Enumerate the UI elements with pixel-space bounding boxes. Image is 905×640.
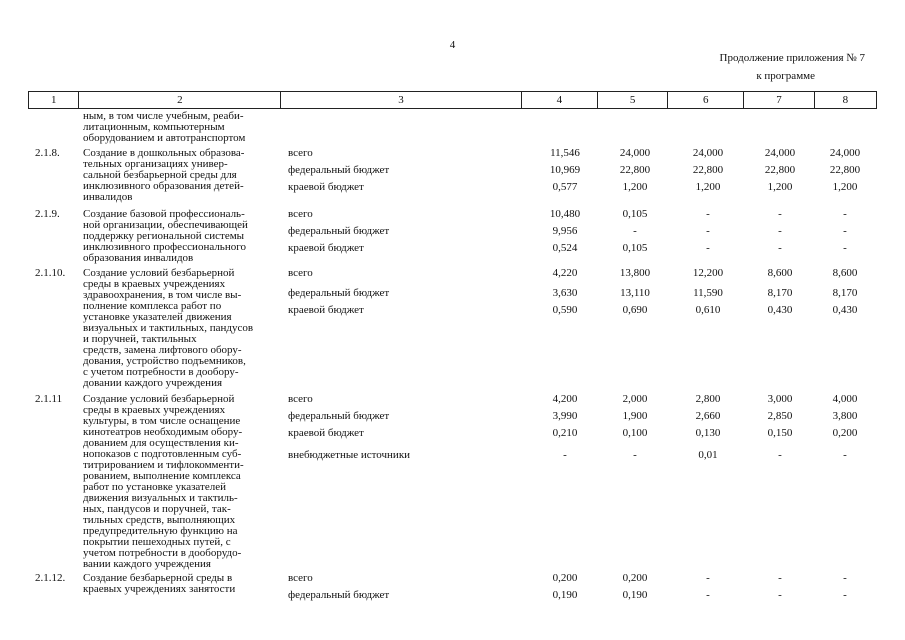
column-header-1: 1 bbox=[50, 94, 57, 106]
value-cell: 2,850 bbox=[767, 410, 793, 422]
value-cell: - bbox=[706, 208, 710, 220]
value-cell: 0,524 bbox=[552, 242, 578, 254]
funding-source-label: краевой бюджет bbox=[288, 181, 364, 193]
value-cell: 0,590 bbox=[552, 304, 578, 316]
row-description: Создание безбарьерной среды в краевых учреждениях занятости bbox=[83, 572, 236, 595]
value-cell: 24,000 bbox=[764, 147, 796, 159]
row-code: 2.1.8. bbox=[35, 147, 60, 159]
funding-source-label: внебюджетные источники bbox=[288, 449, 411, 461]
value-cell: 8,170 bbox=[767, 287, 793, 299]
value-cell: 2,000 bbox=[622, 393, 648, 405]
value-cell: - bbox=[778, 449, 782, 461]
value-cell: 0,200 bbox=[552, 572, 578, 584]
row-code: 2.1.12. bbox=[35, 572, 66, 584]
funding-source-label: всего bbox=[288, 267, 313, 279]
value-cell: 1,200 bbox=[767, 181, 793, 193]
value-cell: 0,430 bbox=[767, 304, 793, 316]
table-header-row bbox=[28, 91, 877, 109]
value-cell: - bbox=[706, 589, 710, 601]
funding-source-label: федеральный бюджет bbox=[288, 589, 390, 601]
value-cell: - bbox=[633, 225, 637, 237]
row-description: ным, в том числе учебным, реаби- литационным, компьютерным оборудованием и автотранспортом bbox=[83, 110, 246, 144]
value-cell: 0,150 bbox=[767, 427, 793, 439]
value-cell: 0,100 bbox=[622, 427, 648, 439]
value-cell: 2,660 bbox=[695, 410, 721, 422]
row-code: 2.1.9. bbox=[35, 208, 60, 220]
value-cell: 8,600 bbox=[832, 267, 858, 279]
value-cell: 3,630 bbox=[552, 287, 578, 299]
funding-source-label: краевой бюджет bbox=[288, 427, 364, 439]
funding-source-label: всего bbox=[288, 393, 313, 405]
value-cell: - bbox=[778, 572, 782, 584]
value-cell: 22,800 bbox=[619, 164, 651, 176]
value-cell: 0,01 bbox=[698, 449, 718, 461]
value-cell: 13,800 bbox=[619, 267, 651, 279]
value-cell: 1,200 bbox=[832, 181, 858, 193]
value-cell: 1,900 bbox=[622, 410, 648, 422]
funding-source-label: всего bbox=[288, 572, 313, 584]
row-description: Создание условий безбарьерной среды в краевых учреждениях здравоохранения, в том числе вы- полнение комплекса работ по установке указателей движения визуальных и тактильных, пандусов и поручней, тактильных средств, замена лифтового обору- дования, устройство подъемников, с учетом потребности в дообору- довании каждого учреждения bbox=[83, 267, 254, 389]
value-cell: 12,200 bbox=[692, 267, 724, 279]
value-cell: - bbox=[563, 449, 567, 461]
value-cell: 24,000 bbox=[619, 147, 651, 159]
value-cell: - bbox=[778, 589, 782, 601]
value-cell: 0,200 bbox=[832, 427, 858, 439]
column-header-4: 4 bbox=[521, 92, 597, 108]
value-cell: 4,000 bbox=[832, 393, 858, 405]
value-cell: - bbox=[843, 242, 847, 254]
value-cell: 1,200 bbox=[622, 181, 648, 193]
value-cell: 8,600 bbox=[767, 267, 793, 279]
value-cell: 0,430 bbox=[832, 304, 858, 316]
row-description: Создание базовой профессиональ- ной организации, обеспечивающей поддержку региональной системы инклюзивного профессионального образования инвалидов bbox=[83, 208, 248, 264]
funding-source-label: краевой бюджет bbox=[288, 304, 364, 316]
funding-source-label: федеральный бюджет bbox=[288, 225, 390, 237]
funding-source-label: федеральный бюджет bbox=[288, 410, 390, 422]
value-cell: 0,577 bbox=[552, 181, 578, 193]
value-cell: 2,800 bbox=[695, 393, 721, 405]
value-cell: 3,990 bbox=[552, 410, 578, 422]
value-cell: - bbox=[778, 242, 782, 254]
value-cell: 10,480 bbox=[549, 208, 581, 220]
value-cell: 1,200 bbox=[695, 181, 721, 193]
value-cell: 0,200 bbox=[622, 572, 648, 584]
value-cell: - bbox=[778, 225, 782, 237]
row-description: Создание в дошкольных образова- тельных организациях универ- сальной безбарьерной среды для инклюзивного образования детей- инвалидов bbox=[83, 147, 245, 203]
funding-source-label: всего bbox=[288, 208, 313, 220]
value-cell: 8,170 bbox=[832, 287, 858, 299]
value-cell: - bbox=[706, 572, 710, 584]
funding-source-label: федеральный бюджет bbox=[288, 164, 390, 176]
value-cell: - bbox=[633, 449, 637, 461]
value-cell: - bbox=[843, 572, 847, 584]
column-header-3: 3 bbox=[280, 92, 520, 108]
value-cell: 0,190 bbox=[622, 589, 648, 601]
value-cell: 0,610 bbox=[695, 304, 721, 316]
value-cell: 0,210 bbox=[552, 427, 578, 439]
value-cell: 0,190 bbox=[552, 589, 578, 601]
value-cell: - bbox=[843, 225, 847, 237]
value-cell: - bbox=[706, 225, 710, 237]
row-code: 2.1.10. bbox=[35, 267, 66, 279]
value-cell: 3,800 bbox=[832, 410, 858, 422]
column-header-8: 8 bbox=[814, 92, 876, 108]
continuation-note: Продолжение приложения № 7 bbox=[719, 52, 865, 64]
value-cell: 4,200 bbox=[552, 393, 578, 405]
value-cell: 22,800 bbox=[829, 164, 861, 176]
value-cell: 0,105 bbox=[622, 242, 648, 254]
value-cell: 3,000 bbox=[767, 393, 793, 405]
value-cell: 24,000 bbox=[829, 147, 861, 159]
row-code: 2.1.11 bbox=[35, 393, 63, 405]
value-cell: - bbox=[843, 449, 847, 461]
program-note: к программе bbox=[756, 70, 815, 82]
value-cell: 10,969 bbox=[549, 164, 581, 176]
value-cell: 24,000 bbox=[692, 147, 724, 159]
value-cell: 22,800 bbox=[692, 164, 724, 176]
column-header-7: 7 bbox=[743, 92, 813, 108]
value-cell: 0,690 bbox=[622, 304, 648, 316]
column-header-2: 2 bbox=[78, 92, 280, 108]
column-header-5: 5 bbox=[597, 92, 667, 108]
value-cell: - bbox=[843, 589, 847, 601]
value-cell: 0,105 bbox=[622, 208, 648, 220]
value-cell: 22,800 bbox=[764, 164, 796, 176]
value-cell: - bbox=[778, 208, 782, 220]
funding-source-label: федеральный бюджет bbox=[288, 287, 390, 299]
value-cell: 0,130 bbox=[695, 427, 721, 439]
column-header-6: 6 bbox=[667, 92, 743, 108]
value-cell: - bbox=[706, 242, 710, 254]
value-cell: - bbox=[843, 208, 847, 220]
value-cell: 9,956 bbox=[552, 225, 578, 237]
funding-source-label: всего bbox=[288, 147, 313, 159]
value-cell: 4,220 bbox=[552, 267, 578, 279]
row-description: Создание условий безбарьерной среды в краевых учреждениях культуры, в том числе оснащение кинотеатров необходимым обору- дованием для осуществления ки- нопоказов с подготовленным суб- титрированием и тифлокомменти- рованием, выполнение комплекса работ по установке указателей движения визуальных и тактиль- ных, пандусов и поручней, так- тильных средств, выполняющих предупредительную функцию на покрытии пешеходных путей, с учетом потребности в дооборудо- вании каждого учреждения bbox=[83, 393, 244, 570]
value-cell: 13,110 bbox=[620, 287, 650, 299]
page-number: 4 bbox=[449, 39, 456, 51]
value-cell: 11,590 bbox=[693, 287, 723, 299]
funding-source-label: краевой бюджет bbox=[288, 242, 364, 254]
value-cell: 11,546 bbox=[550, 147, 580, 159]
